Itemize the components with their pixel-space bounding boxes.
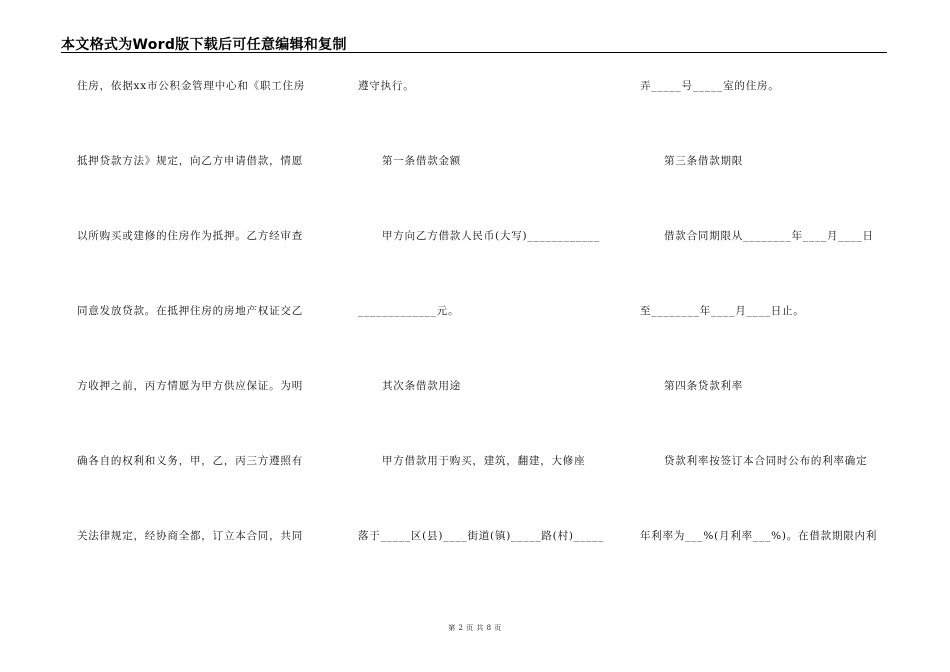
section-heading: 第三条借款期限 (664, 155, 744, 167)
header-divider (61, 52, 887, 53)
text-column-2 (358, 78, 618, 603)
text-line: 关法律规定，经协商全都，订立本合同，共同 (77, 530, 303, 542)
text-line: 以所购买或建修的住房作为抵押。乙方经审查 (77, 230, 303, 242)
text-line: 贷款利率按签订本合同时公布的利率确定 (664, 455, 868, 467)
text-line: 落于_____区(县)____街道(镇)_____路(村)_____ (358, 530, 605, 542)
section-heading: 第四条贷款利率 (664, 380, 744, 392)
section-heading: 其次条借款用途 (382, 380, 462, 392)
text-line: 同意发放贷款。在抵押住房的房地产权证交乙 (77, 305, 303, 317)
text-line: 住房，依据xx市公积金管理中心和《职工住房 (77, 80, 306, 92)
text-line: 借款合同期限从________年____月____日 (664, 230, 874, 242)
document-header-title: 本文格式为Word版下载后可任意编辑和复制 (61, 37, 347, 53)
text-line: _____________元。 (358, 305, 460, 317)
text-line: 年利率为___%(月利率___%)。在借款期限内利 (640, 530, 878, 542)
text-line: 甲方借款用于购买，建筑，翻建，大修座 (382, 455, 586, 467)
text-column-3 (640, 78, 890, 603)
text-column-1 (77, 78, 327, 603)
section-heading: 第一条借款金额 (382, 155, 462, 167)
text-line: 至________年____月____日止。 (640, 305, 805, 317)
text-line: 弄_____号_____室的住房。 (640, 80, 780, 92)
text-line: 甲方向乙方借款人民币(大写)____________ (382, 230, 600, 242)
page-number: 第 2 页 共 8 页 (448, 624, 502, 632)
text-line: 方收押之前，丙方情愿为甲方供应保证。为明 (77, 380, 303, 392)
text-line: 抵押贷款方法》规定，向乙方申请借款，情愿 (77, 155, 303, 167)
text-line: 遵守执行。 (358, 80, 415, 92)
text-line: 确各自的权利和义务，甲，乙，丙三方遵照有 (77, 455, 303, 467)
